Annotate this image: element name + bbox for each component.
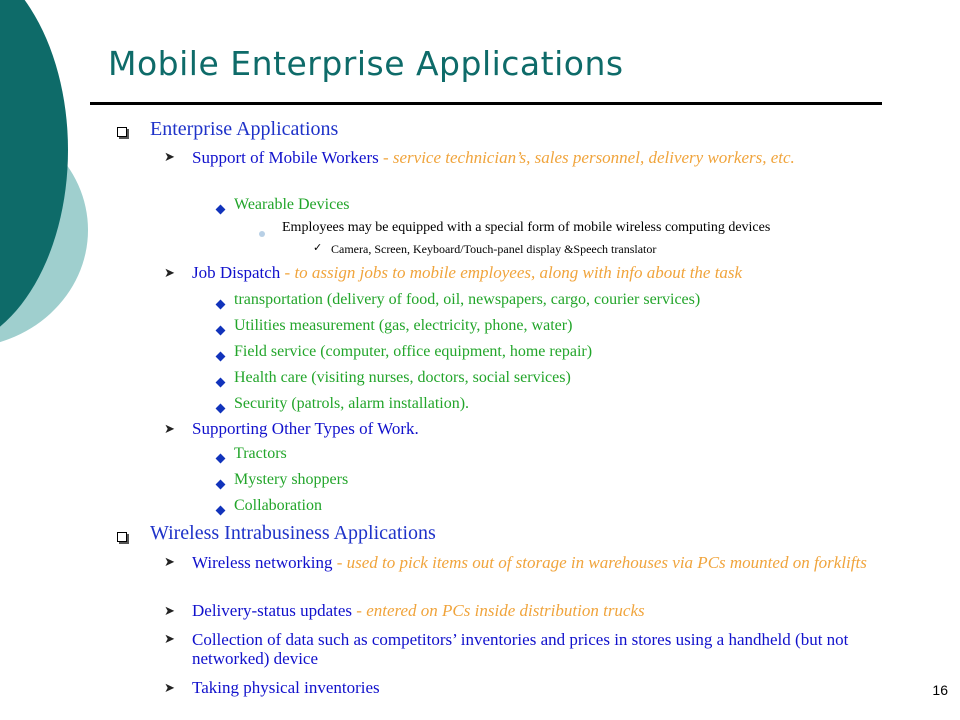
arrowhead-bullet-icon: ➤	[164, 554, 175, 569]
dot-bullet-icon	[259, 225, 265, 241]
delivery-description: - entered on PCs inside distribution trucks	[352, 601, 645, 620]
arrowhead-bullet-icon: ➤	[164, 149, 175, 164]
arrowhead-bullet-icon: ➤	[164, 603, 175, 618]
checkmark-icon: ✓	[313, 242, 323, 254]
diamond-bullet-icon	[217, 450, 224, 466]
support-description: - service technician’s, sales personnel, delivery workers, etc.	[378, 148, 795, 167]
heading-wireless-intrabusiness: Wireless Intrabusiness Applications	[150, 522, 436, 544]
item-support-mobile-workers	[192, 148, 892, 167]
arrowhead-bullet-icon: ➤	[164, 680, 175, 695]
item-physical-inventories: Taking physical inventories	[192, 678, 380, 697]
item-supporting-other-work: Supporting Other Types of Work.	[192, 419, 419, 438]
networking-description: - used to pick items out of storage in warehouses via PCs mounted on forklifts	[332, 553, 867, 572]
delivery-title: Delivery-status updates	[192, 601, 353, 620]
item-mystery-shoppers: Mystery shoppers	[234, 471, 349, 488]
item-field-service: Field service (computer, office equipment, home repair)	[234, 343, 593, 360]
networking-title: Wireless networking	[192, 553, 333, 572]
item-tractors: Tractors	[234, 445, 287, 462]
item-wireless-networking	[192, 553, 912, 572]
page-number: 16	[932, 682, 948, 698]
arrowhead-bullet-icon: ➤	[164, 631, 175, 646]
arrowhead-bullet-icon: ➤	[164, 421, 175, 436]
item-employees-equipped: Employees may be equipped with a special form of mobile wireless computing devices	[282, 220, 771, 235]
arrowhead-bullet-icon: ➤	[164, 265, 175, 280]
item-data-collection: Collection of data such as competitors’ inventories and prices in stores using a handheld (but not networked) device	[192, 630, 849, 668]
job-description: - to assign jobs to mobile employees, along with info about the task	[280, 263, 743, 282]
item-transportation: transportation (delivery of food, oil, newspapers, cargo, courier services)	[234, 291, 701, 308]
item-delivery-status	[192, 602, 645, 619]
diamond-bullet-icon	[217, 476, 224, 492]
item-collaboration: Collaboration	[234, 497, 322, 514]
item-security: Security (patrols, alarm installation).	[234, 395, 470, 412]
diamond-bullet-icon	[217, 296, 224, 312]
item-job-dispatch	[192, 264, 742, 281]
job-title: Job Dispatch	[192, 263, 281, 282]
square-bullet-icon	[117, 125, 127, 141]
square-bullet-icon	[117, 530, 127, 546]
title-divider	[90, 102, 882, 105]
slide-title: Mobile Enterprise Applications	[108, 44, 624, 83]
item-utilities: Utilities measurement (gas, electricity, phone, water)	[234, 317, 573, 334]
item-camera-screen: Camera, Screen, Keyboard/Touch-panel display &Speech translator	[331, 242, 657, 256]
decorative-side-shapes	[0, 0, 140, 720]
diamond-bullet-icon	[217, 400, 224, 416]
diamond-bullet-icon	[217, 348, 224, 364]
support-title: Support of Mobile Workers	[192, 148, 379, 167]
diamond-bullet-icon	[217, 502, 224, 518]
diamond-bullet-icon	[217, 322, 224, 338]
heading-enterprise-applications: Enterprise Applications	[150, 118, 339, 140]
diamond-bullet-icon	[217, 201, 224, 217]
item-wearable-devices: Wearable Devices	[234, 196, 350, 213]
diamond-bullet-icon	[217, 374, 224, 390]
item-health-care: Health care (visiting nurses, doctors, social services)	[234, 369, 571, 386]
